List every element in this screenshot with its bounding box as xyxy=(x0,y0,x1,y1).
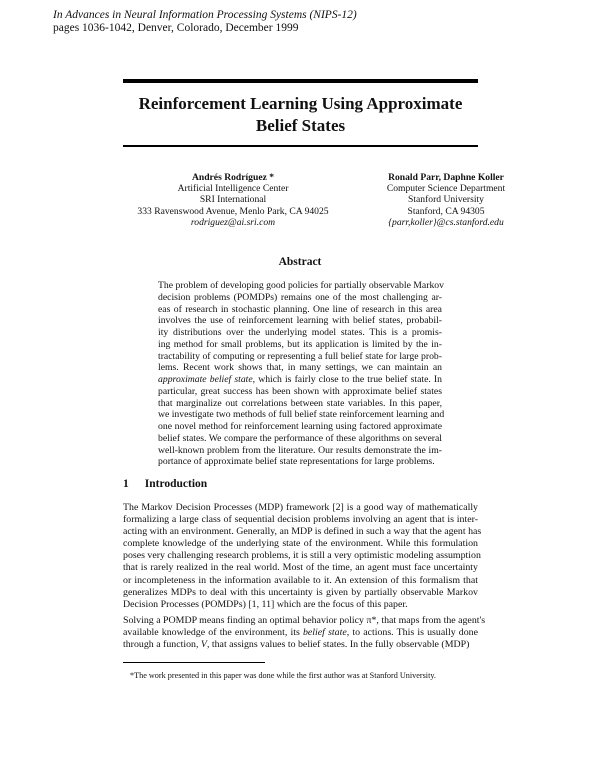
text-line: complete knowledge of the underlying state of the environment. While this formulation xyxy=(123,538,478,550)
title-line: Reinforcement Learning Using Approximate xyxy=(138,94,463,113)
text-line: Decision Processes (POMDPs) [1, 11] which are the focus of this paper. xyxy=(123,598,408,610)
text-line: that marginalize out correlations between state variables. In this paper, xyxy=(158,397,442,409)
paper-title xyxy=(123,93,478,137)
text-line: formalizing a large class of sequential decision problems involving an agent that is inter- xyxy=(123,514,478,526)
emphasis: V xyxy=(200,639,207,651)
text-line: portance of approximate belief state representations for large problems. xyxy=(158,456,435,468)
text-line: well-known problem from the literature. Our results demonstrate the im- xyxy=(158,444,442,456)
abstract-heading: Abstract xyxy=(278,256,322,268)
text-line: generalizes MDPs to deal with this uncertainty is given by partially observable Markov xyxy=(123,586,478,598)
title-line: Belief States xyxy=(255,116,346,135)
text-line: acting with an environment. Generally, an MDP is defined in such a way that the agent has xyxy=(123,526,482,538)
text-line: eas of research in stochastic planning. One line of research in this area xyxy=(158,303,442,315)
text-line: decision problems (POMDPs) remains one of the most challenging ar- xyxy=(158,291,442,303)
emphasis: approximate belief state xyxy=(158,374,253,385)
section-heading xyxy=(123,478,207,490)
affiliation-line: 333 Ravenswood Avenue, Menlo Park, CA 94025 xyxy=(137,205,329,217)
abstract-body xyxy=(158,280,445,468)
author-name: Andrés Rodríguez * xyxy=(191,172,275,183)
pages-line: pages 1036-1042, Denver, Colorado, December 1999 xyxy=(53,22,299,34)
text-line: particular, great success has been shown with approximate belief states xyxy=(158,385,442,397)
venue-line: In Advances in Neural Information Processing Systems (NIPS-12) xyxy=(53,9,357,21)
text-line: The problem of developing good policies for partially observable Markov xyxy=(158,280,444,291)
author-email: rodriguez@ai.sri.com xyxy=(190,216,276,228)
author-block-2 xyxy=(366,172,526,228)
affiliation-line: Stanford University xyxy=(408,194,484,206)
text-line: available knowledge of the environment, its belief state, to actions. This is usually done xyxy=(123,627,479,639)
author-block-1 xyxy=(123,172,343,228)
author-email: {parr,koller}@cs.stanford.edu xyxy=(388,216,504,228)
footnote-rule xyxy=(123,662,265,663)
footnote: *The work presented in this paper was done while the first author was at Stanford University. xyxy=(130,671,436,680)
section-number: 1 xyxy=(123,478,129,490)
text-line: belief states. We compare the performance of these algorithms on several xyxy=(158,432,442,444)
title-bottom-rule xyxy=(123,145,478,147)
text-line: ing method for small problems, but its application is limited by the in- xyxy=(158,338,442,350)
text-line: or incompleteness in the information available to it. An extension of this formalism that xyxy=(123,574,478,586)
text-line: lems. Recent work shows that, in many settings, we can maintain an xyxy=(158,362,442,374)
affiliation-line: Artificial Intelligence Center xyxy=(177,183,289,195)
emphasis: belief state xyxy=(302,627,347,639)
affiliation-line: SRI International xyxy=(199,194,267,206)
intro-paragraph-1 xyxy=(123,502,482,611)
text-line: approximate belief state, which is fairly close to the true belief state. In xyxy=(158,374,442,385)
text-line: one novel method for reinforcement learning using factored approximate xyxy=(158,421,442,432)
text-line: we investigate two methods of full belief state reinforcement learning and xyxy=(158,409,445,421)
text-line: The Markov Decision Processes (MDP) framework [2] is a good way of mathematically xyxy=(123,502,478,513)
text-line: that is rarely realized in the real world. Most of the time, an agent must face uncertainty xyxy=(123,562,478,574)
text-line: Solving a POMDP means finding an optimal behavior policy π*, that maps from the agent's xyxy=(123,615,486,626)
author-name: Ronald Parr, Daphne Koller xyxy=(388,172,504,183)
section-title: Introduction xyxy=(144,478,208,490)
text-line: involves the use of reinforcement learning with belief states, probabil- xyxy=(158,315,442,327)
affiliation-line: Computer Science Department xyxy=(386,183,506,195)
text-line: through a function, V, that assigns values to belief states. In the fully observable (MDP) xyxy=(123,639,470,651)
text-line: poses very challenging research problems, it is still a very optimistic modeling assumption xyxy=(123,550,481,562)
intro-paragraph-2 xyxy=(123,615,486,651)
text-line: ity distributions over the underlying model states. This is a promis- xyxy=(158,327,442,338)
affiliation-line: Stanford, CA 94305 xyxy=(407,205,485,217)
text-line: tractability of computing or representing a full belief state for large prob- xyxy=(158,350,442,362)
title-top-rule xyxy=(123,79,478,83)
